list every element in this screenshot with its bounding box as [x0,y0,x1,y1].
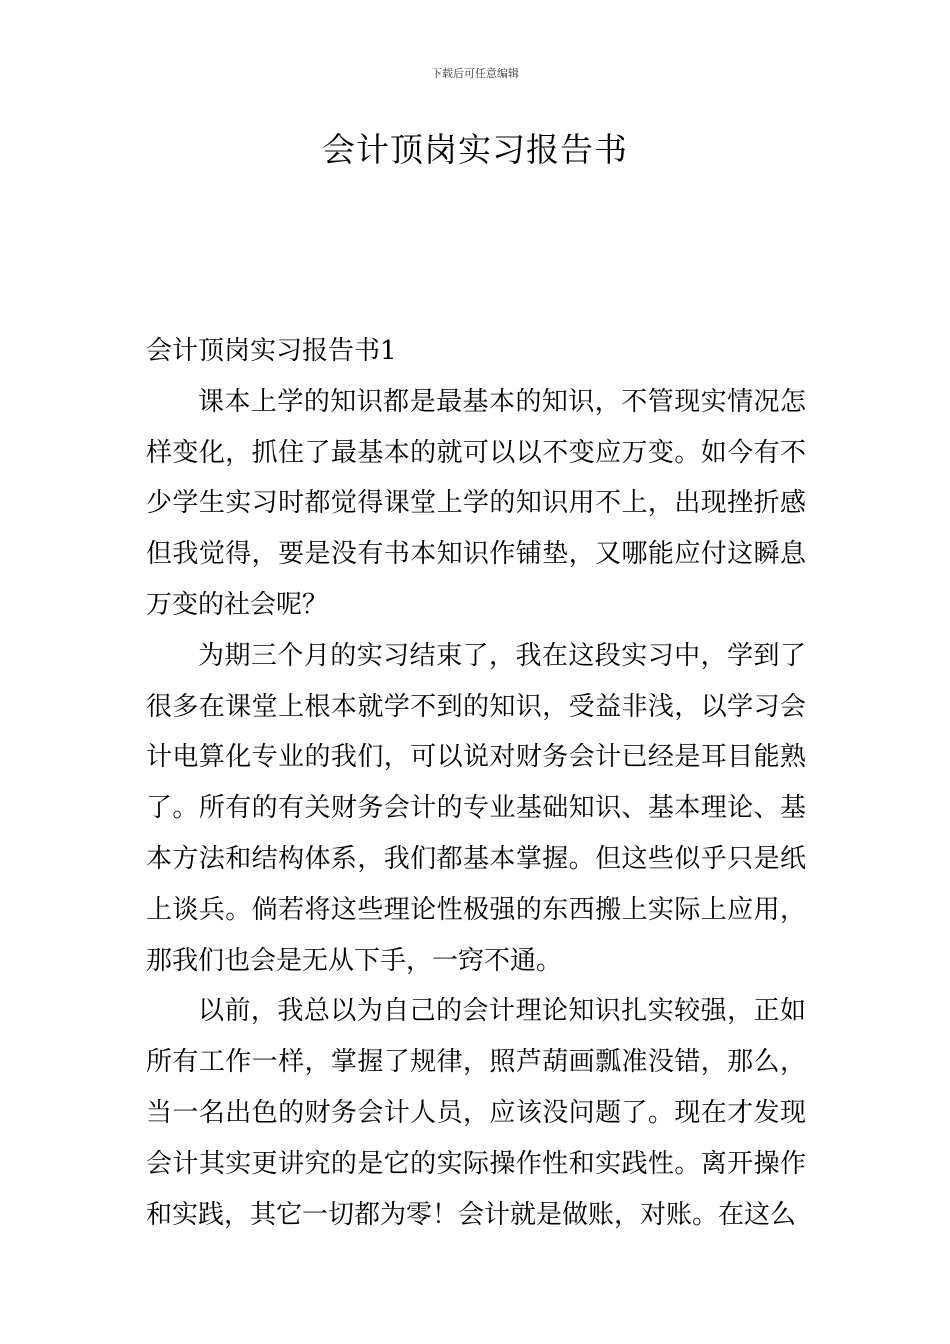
header-note: 下载后可任意编辑 [431,67,519,80]
document-body [146,326,806,1240]
paragraph-2: 为期三个月的实习结束了，我在这段实习中，学到了很多在课堂上根本就学不到的知识，受益非浅，以学习会计电算化专业的我们，可以说对财务会计已经是耳目能熟了。所有的有关财务会计的专业基础知识、基本理论、基本方法和结构体系，我们都基本掌握。但这些似乎只是纸上谈兵。倘若将这些理论性极强的东西搬上实际上应用，那我们也会是无从下手，一窍不通。 [146,640,806,976]
section-heading: 会计顶岗实习报告书1 [146,336,397,366]
paragraph-3: 以前，我总以为自己的会计理论知识扎实较强，正如所有工作一样，掌握了规律，照芦葫画瓢准没错，那么，当一名出色的财务会计人员，应该没问题了。现在才发现会计其实更讲究的是它的实际操作性和实践性。离开操作和实践，其它一切都为零！会计就是做账，对账。在这么 [146,996,806,1230]
paragraph-1: 课本上学的知识都是最基本的知识，不管现实情况怎样变化，抓住了最基本的就可以以不变应万变。如今有不少学生实习时都觉得课堂上学的知识用不上，出现挫折感但我觉得，要是没有书本知识作铺垫，又哪能应付这瞬息万变的社会呢？ [146,386,806,620]
document-title: 会计顶岗实习报告书 [322,130,628,169]
